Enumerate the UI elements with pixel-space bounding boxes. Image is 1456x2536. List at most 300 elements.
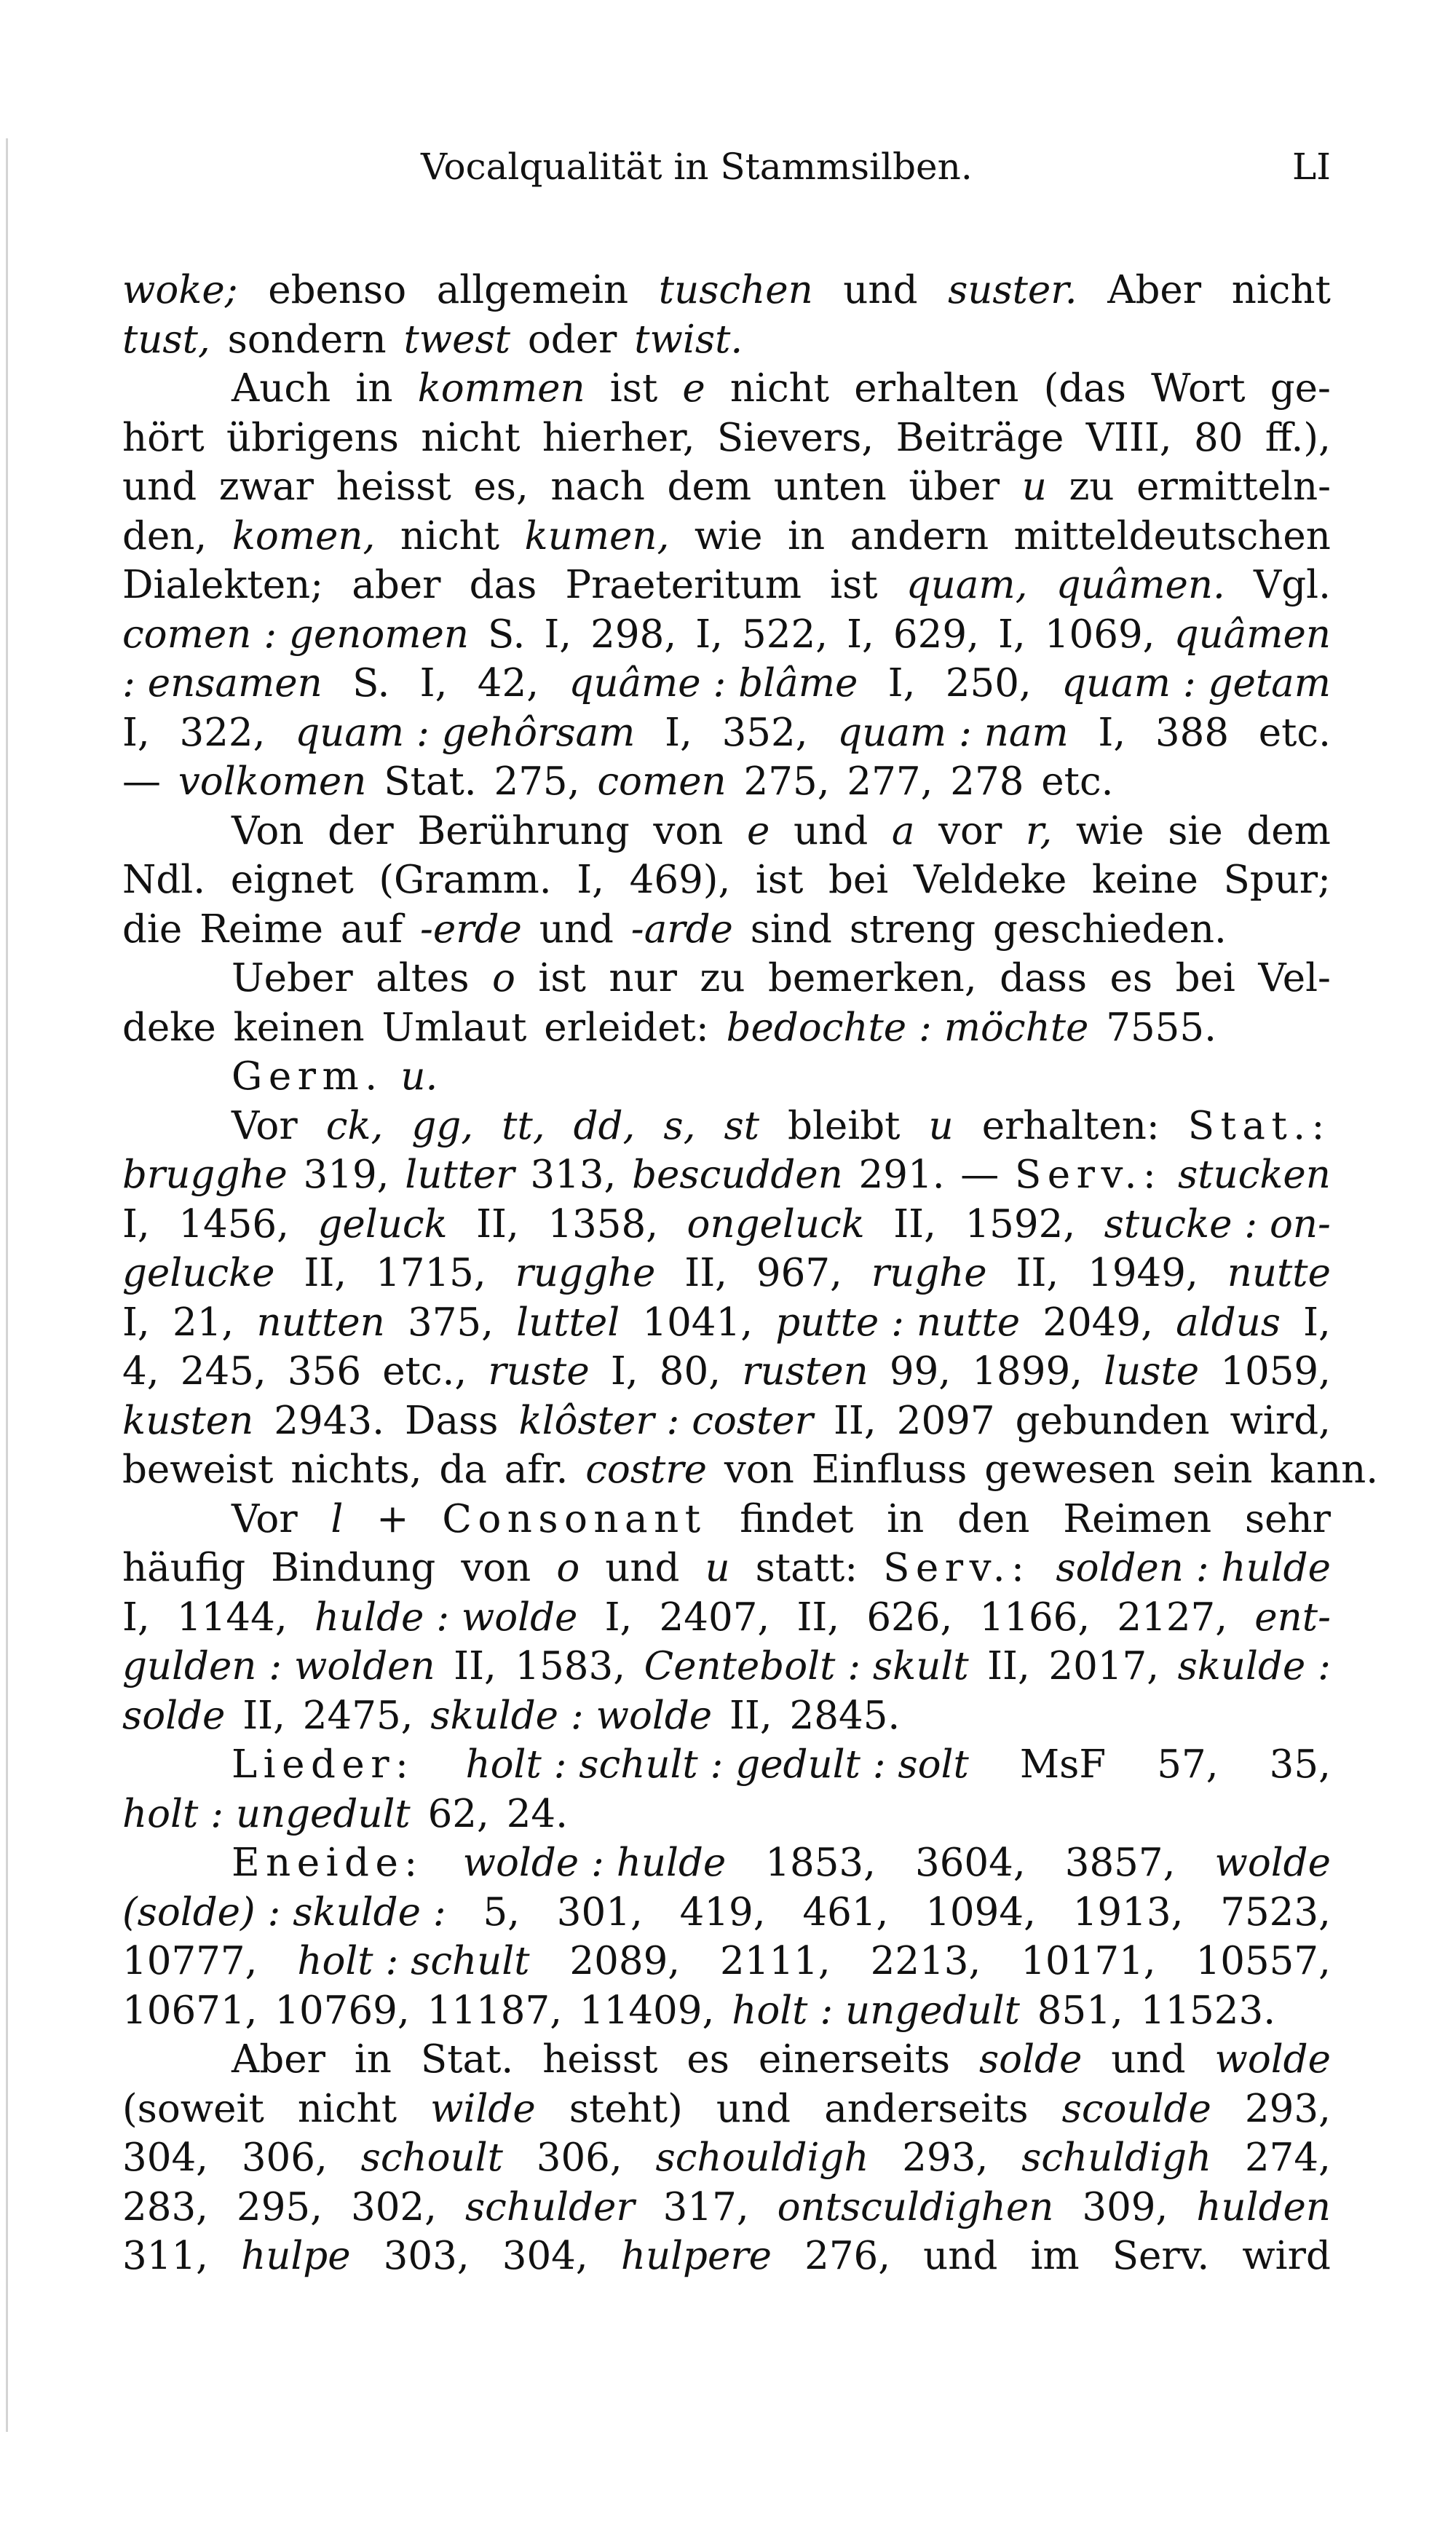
word: woke; [122,268,238,312]
word: II, [729,1693,772,1738]
word: 283, [122,2184,209,2229]
word: u [705,1546,730,1590]
word: 2089, [569,1939,681,1983]
word: ent- [1254,1595,1331,1640]
word: 2475, [302,1693,414,1738]
word: da [439,1447,487,1492]
word: gebunden [1015,1398,1210,1443]
word: in [354,2037,392,2082]
word: ist [538,956,586,1000]
word: Veldeke [913,858,1067,902]
word: oder [527,317,617,362]
word: 306, [241,2136,328,2180]
word: ebenso [268,268,407,312]
word: 2049, [1042,1300,1153,1345]
word: II, [304,1251,347,1295]
word: 469), [629,858,731,902]
word: nicht [400,513,500,558]
word: 293, [1244,2086,1331,2131]
word: Wort [1151,366,1246,411]
word: Reime [199,906,323,952]
word: quâme : blâme [569,661,858,706]
word: 99, [889,1349,951,1394]
word: von [724,1447,794,1492]
word: ist [609,366,658,411]
word: ist [830,563,878,607]
word: dass [1000,956,1088,1000]
word: S. [352,661,390,706]
word: 21, [172,1300,234,1345]
word: 1166, [979,1595,1091,1640]
word: rusten [742,1349,869,1394]
text-line [122,757,1331,807]
word: afr. [504,1447,569,1492]
word: Aber [1107,268,1202,312]
word: suster. [948,268,1077,312]
word: II, [987,1644,1030,1688]
word: 278 [950,759,1024,804]
word: Serv. [1112,2234,1210,2278]
word: 11523. [1140,1988,1276,2033]
word: 1041, [642,1300,753,1345]
word: aber [352,563,441,607]
word: 1069, [1044,612,1155,657]
word: 311, [122,2234,209,2278]
word: von [653,808,724,853]
word: Vel- [1258,956,1331,1000]
word: (soweit [122,2086,264,2131]
word: II, [834,1398,877,1443]
word: Spur; [1223,858,1331,902]
word: etc., [382,1349,467,1394]
word: nutte [1227,1251,1331,1295]
word: es [687,2037,729,2082]
word: kusten [122,1398,254,1443]
word: 304, [502,2234,588,2278]
word: wie [694,513,763,558]
word: MsF [1019,1742,1107,1787]
text-line [122,1495,1331,1544]
word: 2213, [870,1939,981,1983]
word: 1715, [376,1251,486,1295]
word: lutter [405,1153,515,1197]
word: gelucke [122,1251,275,1295]
word: e [682,366,705,411]
word: holt : ungedult [732,1988,1020,2033]
word: 1144, [176,1595,288,1640]
word: 250, [945,661,1032,706]
word: wolde : hulde [462,1841,727,1885]
word: II, [1016,1251,1059,1295]
word: 1853, [765,1841,876,1885]
word: st [724,1103,759,1148]
word: vor [938,808,1002,853]
word: putte : nutte [775,1300,1021,1345]
word: sind [750,906,832,952]
word: etc. [1041,759,1114,804]
word: comen [597,759,727,804]
word: von [461,1546,531,1590]
text-line [122,1102,1331,1151]
word: II, [476,1201,519,1247]
word: 11409, [579,1988,715,2033]
word: hulpe [241,2234,351,2278]
word: sie [1168,808,1223,853]
text-line [122,414,1331,463]
word: 2097 [896,1398,995,1443]
word: wolde [1214,2037,1331,2082]
word: komen, [232,513,376,558]
text-line [122,1937,1331,1986]
word: 2127, [1117,1595,1228,1640]
word: twest [403,317,511,362]
text-line [122,315,1331,365]
text-line [122,1544,1331,1593]
word: den, [122,513,207,558]
word: + [376,1496,409,1541]
word: 319, [303,1153,389,1197]
word: brugghe [122,1153,288,1197]
word: sehr [1244,1496,1331,1541]
word: 352, [721,710,808,755]
word: Stat.: [1187,1103,1331,1148]
word: erhalten: [981,1103,1160,1148]
word: 1913, [1072,1889,1184,1935]
word: kann. [1270,1447,1379,1492]
word: solde [122,1693,226,1738]
word: 522, [742,612,828,657]
word: Centebolt : skult [644,1644,969,1688]
word: rugghe [515,1251,656,1295]
word: mitteldeutschen [1013,513,1331,558]
word: sein [1172,1447,1253,1492]
word: Dialekten; [122,563,324,607]
word: ongeluck [687,1201,865,1247]
word: II, [454,1644,496,1688]
word: über [909,465,1000,509]
word: volkomen [178,759,367,804]
word: schulder [464,2184,635,2229]
word: 2017, [1048,1644,1160,1688]
word: 3604, [914,1841,1026,1885]
word: ontsculdighen [777,2184,1054,2229]
word: ge- [1270,366,1331,411]
word: tust, [122,317,210,362]
word: ruste [488,1349,590,1394]
word: Ndl. [122,858,206,902]
word: 1094, [925,1889,1036,1935]
word: nicht [1231,268,1331,312]
word: schoult [360,2136,503,2180]
word: etc. [1258,710,1331,755]
word: erleidet: [544,1005,709,1050]
text-line [122,512,1331,561]
word: schouldigh [655,2136,869,2180]
word: quam, [906,563,1028,607]
word: S. [488,612,526,657]
word: 298, [590,612,677,657]
word: und [605,1546,680,1590]
text-line [122,954,1331,1003]
word: 276, [804,2234,891,2278]
word: 275, [743,759,830,804]
text-line [122,1249,1331,1298]
text-line [122,266,1331,315]
word: und [539,906,614,952]
text-line [122,1200,1331,1249]
word: 62, [427,1791,489,1836]
word: 461, [802,1889,889,1935]
word: hulpere [620,2234,772,2278]
word: 317, [662,2184,749,2229]
word: 277, [847,759,933,804]
text-line [122,1347,1331,1397]
word: I, [610,1349,638,1394]
text-line [122,1838,1331,1888]
word: Von [232,808,304,853]
page-number: LI [1292,146,1331,188]
word: ist [755,858,804,902]
word: hierher, [542,415,695,460]
page-gutter-edge [6,138,8,2432]
word: Serv.: [883,1546,1031,1590]
text-line [122,905,1331,955]
word: 2943. [274,1398,384,1443]
word: und [122,465,197,509]
word: Praeteritum [565,563,802,607]
word: bei [828,858,889,902]
word: u [1021,465,1047,509]
text-line [122,2085,1331,2134]
word: I, [997,612,1026,657]
word: Einfluss [811,1447,968,1492]
word: zu [700,956,745,1000]
word: II, [796,1595,840,1640]
text-line [122,2133,1331,2183]
word: Eneide: [232,1841,424,1885]
word: 1059, [1220,1349,1331,1394]
word: quâmen. [1056,563,1225,607]
word: Auch [232,366,331,411]
word: keinen [233,1005,365,1050]
word: 10777, [122,1939,258,1983]
word: 626, [866,1595,953,1640]
word: solden : hulde [1056,1546,1331,1590]
word: I, [1303,1300,1331,1345]
text-line [122,659,1331,708]
word: es, [473,465,529,509]
word: r, [1025,808,1053,853]
word: u [928,1103,954,1148]
word: I, [665,710,692,755]
word: 629, [893,612,979,657]
word: II, [684,1251,728,1295]
word: bemerken, [767,956,977,1000]
word: 302, [350,2184,437,2229]
word: heisst [542,2037,658,2082]
word: das [469,563,537,607]
text-line [122,1445,1379,1495]
word: 295, [236,2184,323,2229]
word: in [887,1496,925,1541]
word: hulden [1196,2184,1331,2229]
word: wie [1075,808,1144,853]
text-line [122,1397,1331,1446]
word: o [492,956,515,1000]
word: I, [419,661,448,706]
word: und [1111,2037,1186,2082]
word: Consonant [442,1496,707,1541]
word: nicht [421,415,521,460]
running-title: Vocalqualität in Stammsilben. [421,146,973,188]
word: 1899, [972,1349,1083,1394]
word: 24. [506,1791,568,1836]
word: VIII, [1085,415,1172,460]
word: I, [604,1595,633,1640]
word: die [122,906,183,952]
word: 11187, [427,1988,563,2033]
word: 1949, [1088,1251,1198,1295]
word: scoulde [1061,2086,1211,2131]
word: Ueber [232,956,353,1000]
word: auf [340,906,403,952]
text-line [122,1740,1331,1790]
running-header [122,146,1331,197]
word: (Gramm. [379,858,552,902]
word: quam : getam [1061,661,1331,706]
word: heisst [336,465,451,509]
word: I, [544,612,572,657]
word: quâmen [1174,612,1331,657]
text-line [122,807,1331,856]
word: -arde [630,906,733,952]
word: Aber [232,2037,325,2082]
word: aldus [1176,1300,1281,1345]
word: s, [663,1103,696,1148]
word: l [331,1496,344,1541]
word: bedochte : möchte [726,1005,1089,1050]
word: der [328,808,394,853]
word: Stat. [420,2037,514,2082]
word: Umlaut [381,1005,527,1050]
word: comen : genomen [122,612,469,657]
word: 2407, [659,1595,770,1640]
word: kommen [417,366,585,411]
word: übrigens [226,415,400,460]
word: gewesen [984,1447,1155,1492]
word: I, [122,1595,150,1640]
word: (das [1043,366,1126,411]
word: Beiträge [895,415,1064,460]
word: einerseits [758,2037,951,2082]
text-line [122,1052,1331,1102]
word: solde [978,2037,1083,2082]
word: 245, [180,1349,266,1394]
word: wird [1242,2234,1331,2278]
word: 419, [679,1889,766,1935]
word: 35, [1269,1742,1331,1787]
word: klôster : coster [518,1398,813,1443]
word: I, [847,612,874,657]
text-line [122,1888,1331,1937]
word: Bindung [271,1546,436,1590]
word: wolde [1214,1841,1331,1885]
word: I, [887,661,916,706]
word: nicht [729,366,830,411]
word: dd, [573,1103,636,1148]
word: allgemein [436,268,629,312]
word: 10557, [1195,1939,1331,1983]
word: quam : gehôrsam [295,710,636,755]
word: hulde : wolde [314,1595,578,1640]
text-line [122,610,1331,660]
word: twist. [634,317,743,362]
word: 1456, [178,1201,289,1247]
word: ff.), [1265,415,1331,460]
word: 967, [756,1251,842,1295]
word: I, [122,710,150,755]
word: andern [850,513,989,558]
word: nach [550,465,645,509]
text-line [122,1298,1331,1348]
word: unten [773,465,887,509]
word: beweist [122,1447,274,1492]
word: 291. [858,1153,945,1197]
word: 274, [1244,2136,1331,2180]
word: 304, [122,2136,209,2180]
word: 2845. [789,1693,901,1738]
word: nichts, [290,1447,422,1492]
word: a [891,808,915,853]
word: Vor [232,1496,298,1541]
word: (solde) : skulde : [122,1889,446,1935]
text-line [122,2183,1331,2232]
word: — [122,759,161,804]
word: 851, [1037,1988,1123,2033]
word: 293, [902,2136,989,2180]
text-line [122,1986,1331,2036]
word: II, [893,1201,936,1247]
word: : ensamen [122,661,323,706]
word: 42, [477,661,539,706]
word: findet [740,1496,854,1541]
word: 10171, [1021,1939,1156,1983]
text-line [122,708,1331,758]
word: 322, [179,710,266,755]
word: Vgl. [1253,563,1331,607]
word: II, [242,1693,285,1738]
word: es [1109,956,1153,1000]
word: — [960,1153,1000,1197]
word: steht) [569,2086,683,2131]
word: und [794,808,869,853]
text-line [122,856,1331,905]
word: 10671, [122,1988,258,2033]
word: 309, [1082,2184,1168,2229]
word: skulde : [1177,1644,1331,1688]
word: deke [122,1005,216,1050]
word: o [556,1546,580,1590]
word: 388 [1155,710,1230,755]
word: 10769, [274,1988,410,2033]
word: in [355,366,393,411]
word: luste [1104,1349,1200,1394]
word: 80, [659,1349,721,1394]
word: Reimen [1063,1496,1212,1541]
word: tuschen [658,268,813,312]
word: 4, [122,1349,159,1394]
text-line [122,1790,1331,1839]
